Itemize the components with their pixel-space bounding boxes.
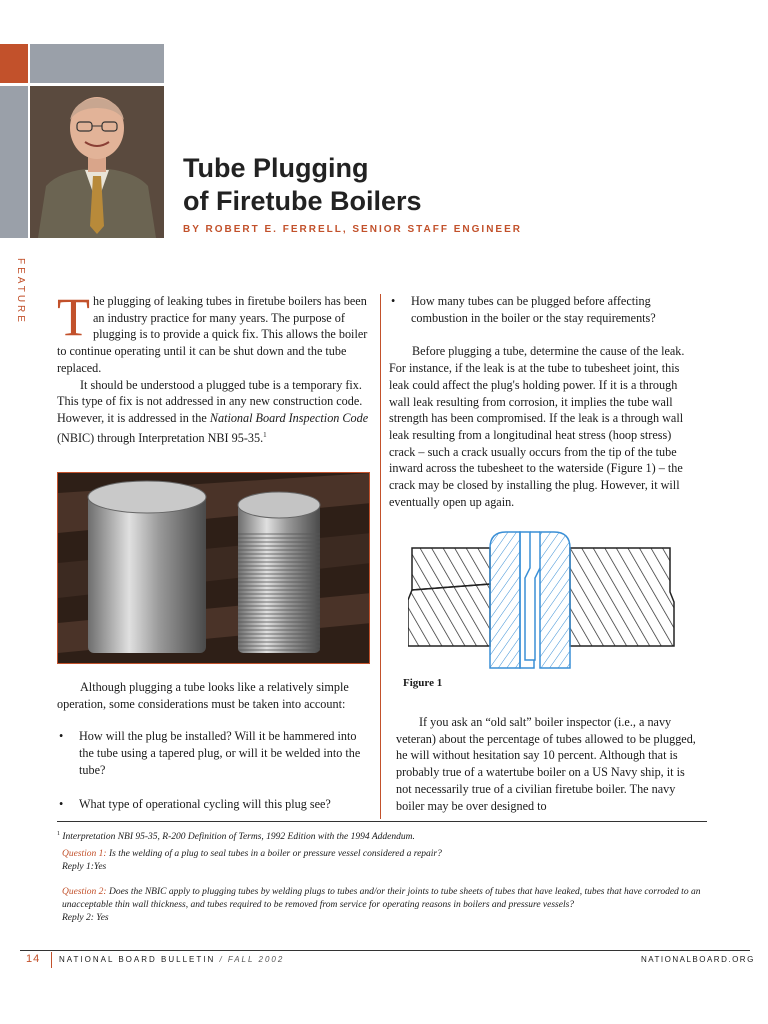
issue-date: / FALL 2002 (219, 955, 285, 964)
right-column-bottom (396, 714, 701, 814)
paragraph-2-text-a: It should be understood a plugged tube is a temporary fix. This type of fix is not addressed in any new construction code. However, it is addressed in the (57, 377, 363, 425)
list-item: • How many tubes can be plugged before affecting combustion in the boiler or the stay requirements? (389, 293, 699, 326)
paragraph-2 (57, 377, 370, 447)
question-2-block (62, 886, 707, 925)
accent-block (0, 44, 28, 83)
footer-rule (20, 950, 750, 951)
question-1-block (62, 848, 702, 874)
byline: BY ROBERT E. FERRELL, SENIOR STAFF ENGINEER (183, 224, 522, 235)
page-number: 14 (26, 953, 41, 965)
journal-name (59, 955, 284, 964)
tube-plugs-illustration (58, 473, 370, 664)
paragraph-3: Although plugging a tube looks like a relatively simple operation, some considerations must be taken into account: (57, 680, 349, 711)
drop-cap: T (57, 287, 90, 347)
left-column-intro (57, 287, 370, 446)
paragraph-1: he plugging of leaking tubes in firetube boilers has been an industry practice for many years. The purpose of plugging is to provide a quick fix. This allows the boiler to continue operating until it can be shut down and the tube replaced. (57, 294, 368, 375)
article-title (183, 152, 422, 218)
left-column-considerations (57, 679, 370, 812)
nbic-title: National Board Inspection Code (209, 410, 369, 425)
title-line-2: of Firetube Boilers (183, 186, 422, 216)
section-label: FEATURE (15, 258, 26, 325)
gray-header-block (30, 44, 164, 83)
website-url: NATIONALBOARD.ORG (641, 955, 755, 964)
paragraph-4: Before plugging a tube, determine the cause of the leak. For instance, if the leak is at the tube to tubesheet joint, this leak could affect the plug's holding power. If it is a through wall leak resulting from corrosion, it implies the tube wall strength has been compromised. If the leak is a through wall leak resulting from a longitudinal heat stress (hoop stress) crack – such a crack usually occurs from the tip of the tube inward across the tubesheet to the waterside (Figure 1) – the crack may be closed by installing the plug. However, it will eventually open up again. (389, 344, 685, 509)
tube-plugs-photo (57, 472, 370, 664)
footnote-rule (57, 821, 707, 822)
reply-2: Reply 2: Yes (62, 913, 109, 923)
journal-title: NATIONAL BOARD BULLETIN (59, 955, 216, 964)
reply-1: Reply 1:Yes (62, 862, 107, 872)
author-photo (30, 86, 164, 238)
paragraph-2-text-b: (NBIC) through Interpretation NBI 95-35. (57, 430, 264, 445)
question-1-text: Is the welding of a plug to seal tubes in a boiler or pressure vessel considered a repair? (106, 849, 442, 859)
list-item: • How will the plug be installed? Will it be hammered into the tube using a tapered plug, or will it be welded into the tube? (57, 728, 370, 778)
figure-caption: Figure 1 (403, 677, 443, 689)
considerations-list (57, 728, 370, 812)
column-divider (380, 294, 381, 819)
paragraph-5: If you ask an “old salt” boiler inspector (i.e., a navy veteran) about the percentage of tubes allowed to be plugged, he will without hesitation say 10 percent. Although that is probably true of a watertube boiler on a US Navy ship, it is not necessarily true of a civilian firetube boiler. The navy boiler may be over designed to (396, 715, 696, 813)
right-column-top (389, 293, 699, 510)
tube-plug-cross-section (408, 528, 708, 673)
question-2-text: Does the NBIC apply to plugging tubes by welding plugs to tubes and/or their joints to tube sheets of tubes that have leaked, tubes that have corroded to an unacceptable thin wall thickness, and tubes required to be removed from service for operating reasons in boilers and pressure vessels? (62, 887, 701, 910)
figure-1-diagram (408, 528, 708, 673)
footnote-1 (57, 828, 697, 844)
list-item: • What type of operational cycling will this plug see? (57, 796, 370, 813)
question-1-label: Question 1: (62, 849, 107, 859)
footnote-text: Interpretation NBI 95-35, R-200 Definition of Terms, 1992 Edition with the 1994 Addendum. (62, 832, 415, 843)
author-portrait-illustration (30, 86, 164, 238)
footnote-marker: 1 (263, 430, 267, 439)
title-line-1: Tube Plugging (183, 153, 369, 183)
footnote-marker: 1 (57, 831, 60, 837)
considerations-list-continued (389, 293, 699, 326)
gray-side-block (0, 86, 28, 238)
footer-separator (51, 952, 52, 968)
question-2-label: Question 2: (62, 887, 107, 897)
